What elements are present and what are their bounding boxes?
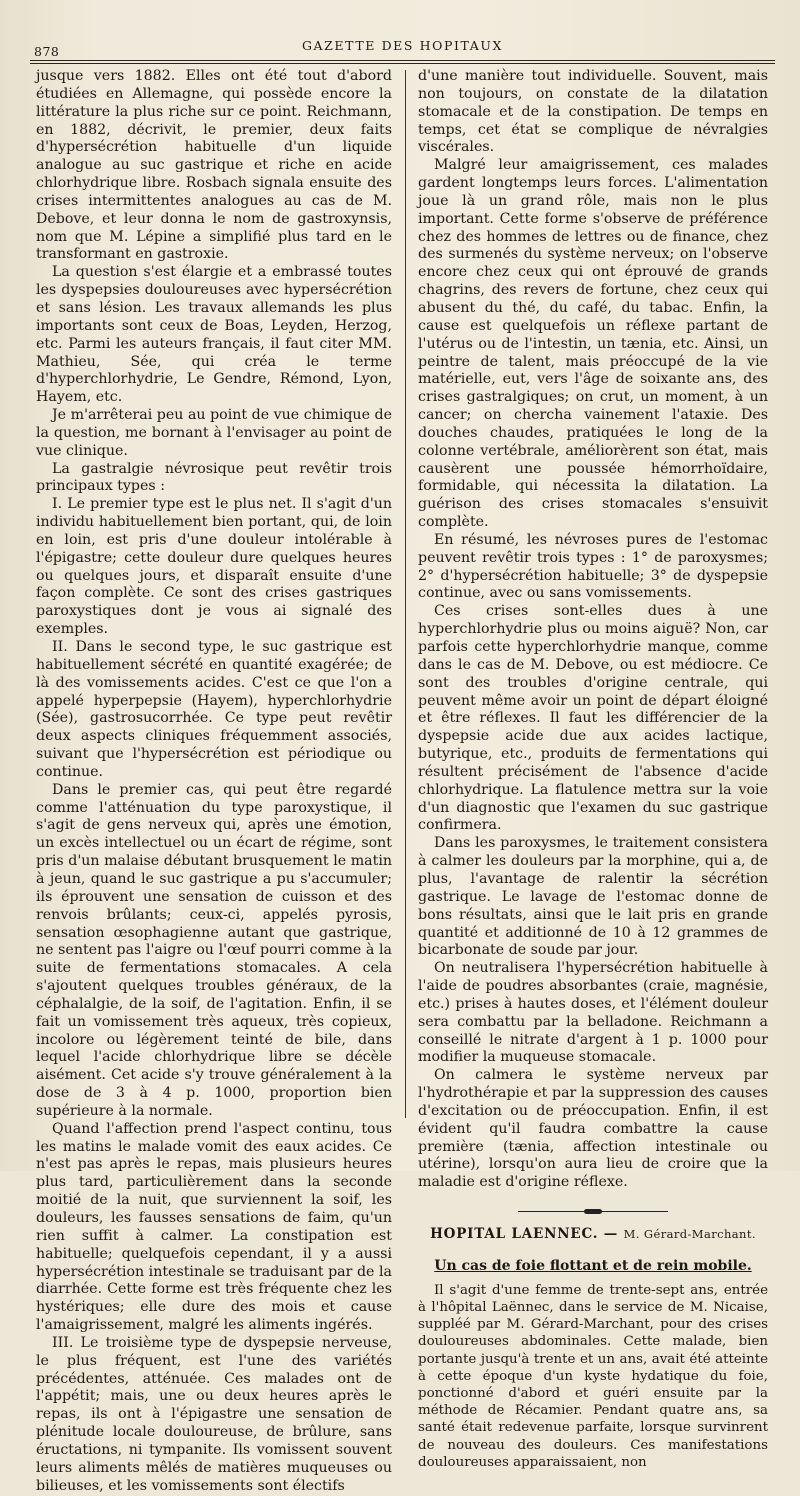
right-column (418, 68, 768, 1471)
page-number: 878 (34, 44, 60, 59)
case-title: Un cas de foie flottant et de rein mobile. (434, 1258, 752, 1274)
heading-dash: — (603, 1226, 619, 1243)
paragraph: La question s'est élargie et a embrassé toutes les dyspepsies douloureuses avec hypersécrétion et sans lésion. Les travaux allemands les plus importants sont ceux de Boas, Leyden, Herzog, etc. Parmi les auteurs français, il faut citer MM. Mathieu, Sée, qui créa le terme d'hyperchlorhydrie, Le Gendre, Rémond, Lyon, Hayem, etc. (36, 264, 392, 406)
paragraph: II. Dans le second type, le suc gastrique est habituellement sécrété en quantité exagérée; de là des vomissements acides. C'est ce que l'on a appelé hyperpepsie (Hayem), hyperchlorhydrie (Sée), gastrosucorrhée. Ce type peut revêtir deux aspects cliniques fréquemment associés, suivant que l'hypersécrétion est périodique ou continue. (36, 639, 392, 780)
section-divider (418, 1202, 768, 1220)
paragraph: Dans les paroxysmes, le traitement consistera à calmer les douleurs par la morphine, qui a, de plus, l'avantage de ralentir la sécrétion gastrique. Le lavage de l'estomac donne de bons résultats, ainsi que le lait pris en grande quantité et additionné de 10 à 12 grammes de bicarbonate de soude par jour. (418, 835, 768, 959)
paragraph: On neutralisera l'hypersécrétion habituelle à l'aide de poudres absorbantes (craie, magnésie, etc.) prises à hautes doses, et l'élément douleur sera combattu par la belladone. Reichmann a conseillé le nitrate d'argent à 1 p. 1000 pour modifier la muqueuse stomacale. (418, 960, 768, 1066)
paragraph: En résumé, les névroses pures de l'estomac peuvent revêtir trois types : 1° de paroxysmes; 2° d'hypersécrétion habituelle; 3° de dyspepsie continue, avec ou sans vomissements. (418, 531, 768, 602)
hospital-name: HOPITAL LAENNEC. (430, 1226, 599, 1243)
section-heading (418, 1226, 768, 1244)
header-rule (30, 60, 775, 61)
paragraph: I. Le premier type est le plus net. Il s'agit d'un individu habituellement bien portant, qui, de loin en loin, est pris d'une douleur intolérable à l'épigastre; cette douleur dure quelques heures ou quelques jours, et disparaît ensuite d'une façon complète. Ce sont des crises gastriques paroxystiques dont je vous ai signalé des exemples. (36, 496, 392, 638)
paragraph: Malgré leur amaigrissement, ces malades gardent longtemps leurs forces. L'alimentation joue là un grand rôle, mais non le plus important. Cette forme s'observe de préférence chez des hommes de lettres ou de finance, chez des surmenés du système nerveux; on l'observe encore chez ceux qui ont éprouvé de grands chagrins, des revers de fortune, chez ceux qui abusent du thé, du café, du tabac. Enfin, la cause est quelquefois un réflexe partant de l'utérus ou de l'intestin, un tænia, etc. Ainsi, un peintre de talent, mais préoccupé de la vie matérielle, eut, vers l'âge de soixante ans, des crises gastralgiques; on crut, un moment, à un cancer; on chercha vainement l'ataxie. Des douches chaudes, pratiquées le long de la colonne vertébrale, améliorèrent son état, mais causèrent une poussée hémorrhoïdaire, formidable, qui nécessita la dilatation. La guérison des crises stomacales s'ensuivit complète. (418, 157, 768, 531)
paragraph: Il s'agit d'une femme de trente-sept ans, entrée à l'hôpital Laënnec, dans le service de M. Nicaise, suppléé par M. Gérard-Marchant, pour des crises douloureuses abdominales. Cette malade, bien portante jusqu'à trente et un ans, avait été atteinte à cette époque d'un kyste hydatique du foie, ponctionné d'abord et guéri ensuite par la méthode de Récamier. Pendant quatre ans, sa santé était redevenue parfaite, lorsque survinrent de nouveau des douleurs. Ces manifestations douloureuses apparaissaient, non (418, 1282, 768, 1470)
left-column (36, 68, 392, 1496)
paragraph: Je m'arrêterai peu au point de vue chimique de la question, me bornant à l'envisager au point de vue clinique. (36, 407, 392, 459)
paragraph: jusque vers 1882. Elles ont été tout d'abord étudiées en Allemagne, qui possède encore la littérature la plus riche sur ce point. Reichmann, en 1882, décrivit, le premier, deux faits d'hypersécrétion habituelle d'un liquide analogue au suc gastrique et riche en acide chlorhydrique libre. Rosbach signala ensuite des crises intermittentes analogues au cas de M. Debove, et leur donna le nom de gastroxynsis, nom que M. Lépine a simplifié plus tard en le transformant en gastroxie. (36, 68, 392, 263)
paragraph: On calmera le système nerveux par l'hydrothérapie et par la suppression des causes d'excitation ou de préoccupation. Enfin, il est évident qu'il faudra combattre la cause première (tænia, affection intestinale ou utérine), lorsqu'on aura lieu de croire que la maladie est d'origine réflexe. (418, 1067, 768, 1191)
journal-title: GAZETTE DES HOPITAUX (301, 38, 504, 53)
paragraph: III. Le troisième type de dyspepsie nerveuse, le plus fréquent, est l'une des variétés précédentes, atténuée. Ces malades ont de l'appétit; mais, une ou deux heures après le repas, ils ont à l'épigastre une sensation de plénitude locale douloureuse, de brûlure, sans éructations, ni tympanite. Ils vomissent souvent leurs aliments mêlés de matières muqueuses ou bilieuses, et les vomissements sont électifs (36, 1334, 392, 1494)
physician-name: M. Gérard-Marchant. (623, 1227, 756, 1242)
running-head (30, 38, 775, 60)
header-rule-double (30, 63, 775, 64)
paragraph: d'une manière tout individuelle. Souvent, mais non toujours, on constate de la dilatation stomacale et de la constipation. De temps en temps, cet état se complique de névralgies viscérales. (418, 68, 768, 156)
paragraph: Quand l'affection prend l'aspect continu, tous les matins le malade vomit des eaux acides. Ce n'est pas après le repas, mais plusieurs heures plus tard, particulièrement dans la seconde moitié de la nuit, que surviennent la soif, les douleurs, les fausses sensations de faim, qu'un rien suffit à calmer. La constipation est habituelle; quelquefois cependant, il y a aussi hypersécrétion intestinale se traduisant par de la diarrhée. Cette forme est très fréquente chez les hystériques; elle dure des mois et cause l'amaigrissement, malgré les aliments ingérés. (36, 1120, 392, 1334)
paragraph: Ces crises sont-elles dues à une hyperchlorhydrie plus ou moins aiguë? Non, car parfois cette hyperchlorhydrie manque, comme dans le cas de M. Debove, ou est médiocre. Ce sont des troubles d'origine centrale, qui peuvent même avoir un point de départ éloigné et être réflexes. Il faut les différencier de la dyspepsie acide due aux acides lactique, butyrique, etc., produits de fermentations qui résultent précisément de l'absence d'acide chlorhydrique. La flatulence mettra sur la voie d'un diagnostic que l'examen du suc gastrique confirmera. (418, 603, 768, 834)
paragraph: Dans le premier cas, qui peut être regardé comme l'atténuation du type paroxystique, il s'agit de gens nerveux qui, après une émotion, un excès intellectuel ou un écart de régime, sont pris d'un malaise débutant brusquement le matin à jeun, quand le suc gastrique a pu s'accumuler; ils éprouvent une sensation de cuisson et des renvois brûlants; ceux-ci, appelés pyrosis, sensation œsophagienne autant que gastrique, ne sentent pas l'aigre ou l'œuf pourri comme à la suite de fermentations stomacales. A cela s'ajoutent quelques troubles généraux, de la céphalalgie, de la soif, de l'agitation. Enfin, il se fait un vomissement très aqueux, très copieux, incolore ou légèrement teinté de bile, dans lequel l'acide chlorhydrique libre se décèle aisément. Cet acide s'y trouve généralement à la dose de 3 à 4 p. 1000, proportion bien supérieure à la normale. (36, 781, 392, 1119)
paragraph: La gastralgie névrosique peut revêtir trois principaux types : (36, 460, 392, 495)
column-divider (405, 70, 406, 1118)
